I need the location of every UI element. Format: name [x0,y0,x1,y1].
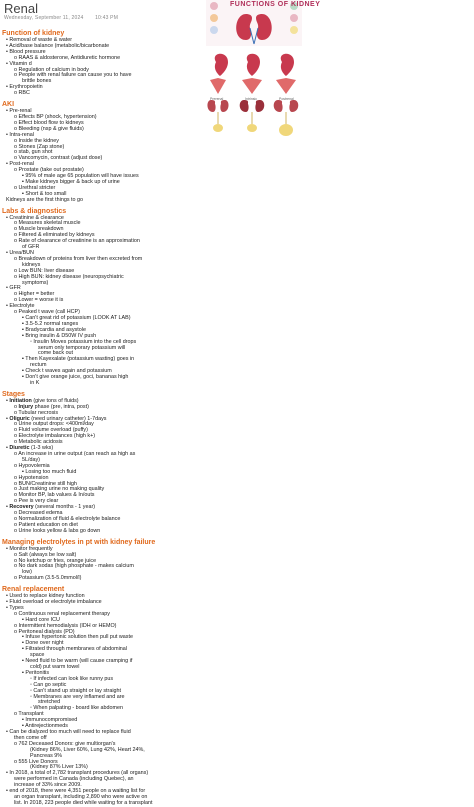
note-line: o Monitor BP, lab values & In/outs [14,492,95,499]
note-date: Wednesday, September 11, 2024 [4,15,84,21]
note-line: ◦ Can go septic [30,681,67,688]
prerenal-label: Prerenal [210,97,224,101]
note-line: • Intra-renal [6,131,34,138]
note-line: ▪ Infuse hypertonic solution then pull put waste [22,634,133,641]
note-line: o Low BUN: liver disease [14,267,75,274]
note-line: o Hypovolemia [14,462,50,469]
note-line: • Oliguric (need urinary catheter) 1-7days [6,415,107,422]
note-line: o Fluid volume overload (puffy) [14,427,88,434]
section-heading-aki: AKI [2,101,15,109]
note-line: o Patient education on diet [14,521,78,528]
note-line: o Urethral stricter [14,184,56,191]
note-line: Pancreas 9% [30,752,63,759]
note-line: o Salt (always be low salt) [14,551,77,558]
note-line: ◦ Insulin Moves potassium into the cell drops [30,338,137,345]
note-line: • end of 2018, there were 4,351 people on a waiting list for [6,788,146,795]
note-line: • Blood pressure [6,48,46,55]
note-line: o RAAS & aldosterone, Antidiuretic hormone [14,54,121,61]
note-line: o BUN/Creatinine still high [14,480,77,487]
note-line: symptoms) [22,279,49,286]
note-line: • Vitamin d [6,60,32,67]
note-line: ▪ Make kidneys bigger & back up of urine [22,178,120,185]
note-line: ▪ Filtrated through membranes of abdominal [22,646,127,653]
note-line: serum only temporary potassium will [38,344,126,351]
note-line: an organ transplant, including 2,890 who were active on [14,793,148,800]
note-line: o People with renal failure can cause you to have [14,72,132,79]
note-line: • Urea/BUN [6,250,34,256]
note-line: of GFR [22,244,40,251]
note-line: o Bleeding (nsp & give fluids) [14,125,84,132]
note-line: o No dark sodas (high phosphate - makes calcium [14,563,134,570]
note-line: o Urine output drops: <400ml/day [14,421,94,428]
note-line: • Used to replace kidney function [6,593,85,600]
note-line: Kidneys are the first things to go [6,196,84,203]
note-line: ▪ Need fluid to be warm (will cause cramping if [22,658,133,665]
note-line: (Kidney 87% Liver 13%) [30,764,88,771]
note-line: ▪ Don't give orange juice, goci, bananas high [22,374,129,381]
note-line: • Creatinine & clearance [6,214,64,221]
note-line: • Can be dialyzed too much will need to replace fluid [6,728,131,735]
note-line: o Continuous renal replacement therapy [14,610,110,617]
note-line: • Removal of waste & water [6,37,73,43]
note-line: • Recovery (several months - 1 year) [6,504,96,511]
note-line: o 555 Live Donors [14,758,58,765]
note-line: ▪ Antirejectionmeds [22,723,68,730]
note-line: ◦ If infected can look like runny pus [30,675,114,682]
note-line: o Filtered & eliminated by kidneys [14,232,95,239]
postrenal-label: Postrenal [279,97,294,101]
note-line: o Urine looks yellow & labs go down [14,527,101,534]
note-line: ▪ Short & too small [22,190,67,197]
note-line: o Electrolyte imbalances (high k+) [14,433,96,440]
note-line: kidneys [22,261,41,268]
note-line: o stab, gun shot [14,149,53,156]
note-line: o Normalization of fluid & electrolyte balance [14,515,121,522]
note-line: o Tubular necrosis [14,409,59,416]
note-line: then come off [14,734,47,741]
note-line: ◦ Can't stand up straight or lay straight [30,687,122,694]
note-line: ▪ 95% of male age 65 population will have issues [22,173,139,180]
note-line: o Muscle breakdown [14,226,64,233]
note-line: o An increase in urine output (can reach as high as [14,451,136,457]
note-line: o RBC [14,90,30,97]
note-line: ▪ Can't great rid of potassium (LOOK AT LAB) [22,314,131,321]
note-line: o Prostate (take out prostate) [14,167,84,174]
note-line: ▪ Then Kayexalate (potassium wasting) goes in [22,356,135,363]
note-line: o Stones (Zap stone) [14,143,65,150]
note-line: ▪ Peritonitis [22,669,50,676]
note-line: ▪ Hard core ICU [22,616,60,623]
note-line: o High BUN: kidney disease (neuropsychiatric [14,273,124,280]
note-time: 10:43 PM [95,15,119,21]
note-line: ▪ Done over night [22,640,64,647]
note-line: o No ketchup or fries, orange juice [14,557,97,564]
note-line: o Pee is very clear [14,498,59,505]
note-line: ◦ Membranes are very inflamed and are [30,693,125,700]
note-line: brittle bones [22,78,52,85]
section-heading-stages: Stages [2,390,25,398]
note-line: o Just making urine no making quality [14,486,105,493]
note-line: • Diuretic (1-3 wks) [6,445,54,452]
note-line: list. In 2018, 223 people died while waiting for a transplant [14,799,153,806]
note-line: • Monitor frequently [6,545,53,552]
note-line: ◦ When palpating - board like abdomen [30,705,124,712]
intrinsic-label: Intrinsic [245,97,258,101]
section-heading-lytes: Managing electrolytes in pt with kidney failure [2,538,156,546]
note-line: ▪ 3.5-5.2 normal ranges [22,320,79,327]
note-line: cold) put warm towel [30,664,80,670]
section-heading-fk: Function of kidney [2,30,65,37]
note-body [2,26,292,807]
note-line: o Higher = better [14,291,55,298]
note-line: come back out [38,350,74,357]
note-line: • Electrolyte [6,303,35,310]
note-line: o Measures skeletal muscle [14,220,81,227]
note-line: 5L/day) [22,456,40,463]
note-line: o Hypotension [14,474,49,481]
note-line: increase of 33% since 2009. [14,782,82,789]
note-line: ▪ Bring insulin & D50W IV push [22,332,97,339]
note-line: o Lower = worse it is [14,297,64,304]
note-line: low) [22,569,32,576]
note-line: o Decreased edema [14,510,63,517]
note-line: • GFR [6,285,21,292]
note-line: rectum [30,362,47,369]
page-title: Renal [4,1,38,16]
note-line: o Effect blood flow to kidneys [14,119,84,126]
note-line: o Breakdown of proteins from liver then excreted from [14,255,143,262]
note-line: o Vancomycin, contrast (adjust dose) [14,155,103,162]
note-line: o Rate of clearance of creatinine is an approximation [14,238,140,245]
note-line: stretched [38,699,61,706]
note-line: • Acid/base balance (metabolic/bicarbonate [6,42,110,49]
note-meta [4,15,128,21]
section-heading-rr: Renal replacement [2,586,65,594]
note-line: • Initiation (give tons of fluids) [6,397,79,404]
note-line: o Potassium (3.5-5.0mmol/l) [14,575,82,582]
note-line: o Effects BP (shock, hypertension) [14,113,97,120]
note-line: o Inside the kidney [14,137,59,144]
note-line: • Types [6,604,24,611]
section-heading-labs: Labs & diagnostics [2,207,67,215]
note-line: • Pre-renal [6,108,32,115]
note-line: o Metabolic acidosis [14,439,63,446]
note-line: ▪ Immunocompromised [22,717,78,724]
note-line: • Post-renal [6,161,34,168]
note-line: space [30,652,45,659]
note-line: • In 2018, a total of 2,782 transplant procedures (all organs) [6,770,149,777]
note-line: o Injury phase (pre, intra, post) [14,403,89,410]
note-line: o Transplant [14,711,44,718]
note-line: • Fluid overload or electrolyte imbalance [6,599,102,606]
note-line: o Regulation of calcium in body [14,66,89,73]
note-line: o Peaked t wave (call HCP) [14,309,80,316]
note-line: ▪ Bradycardia and asystole [22,326,86,333]
note-line: ▪ Check t waves again and potassium [22,368,112,375]
note-line: • Erythropoietin [6,84,43,91]
note-line: o Peritoneal dialysis (PD) [14,628,75,635]
note-line: o Intermittent hemodialysis (IDH or HEMO) [14,622,117,629]
note-line: were performed in Canada (including Quebec), an [14,776,134,783]
note-line: o 762 Deceased Donors: give multiorgan's [14,740,116,747]
note-line: ▪ Losing too much fluid [22,468,77,475]
note-line: (Kidney 86%, Liver 60%, Lung 42%, Heart 24%, [30,746,145,753]
note-line: in K [30,379,40,386]
infographic-title: FUNCTIONS OF KIDNEY [230,1,321,8]
